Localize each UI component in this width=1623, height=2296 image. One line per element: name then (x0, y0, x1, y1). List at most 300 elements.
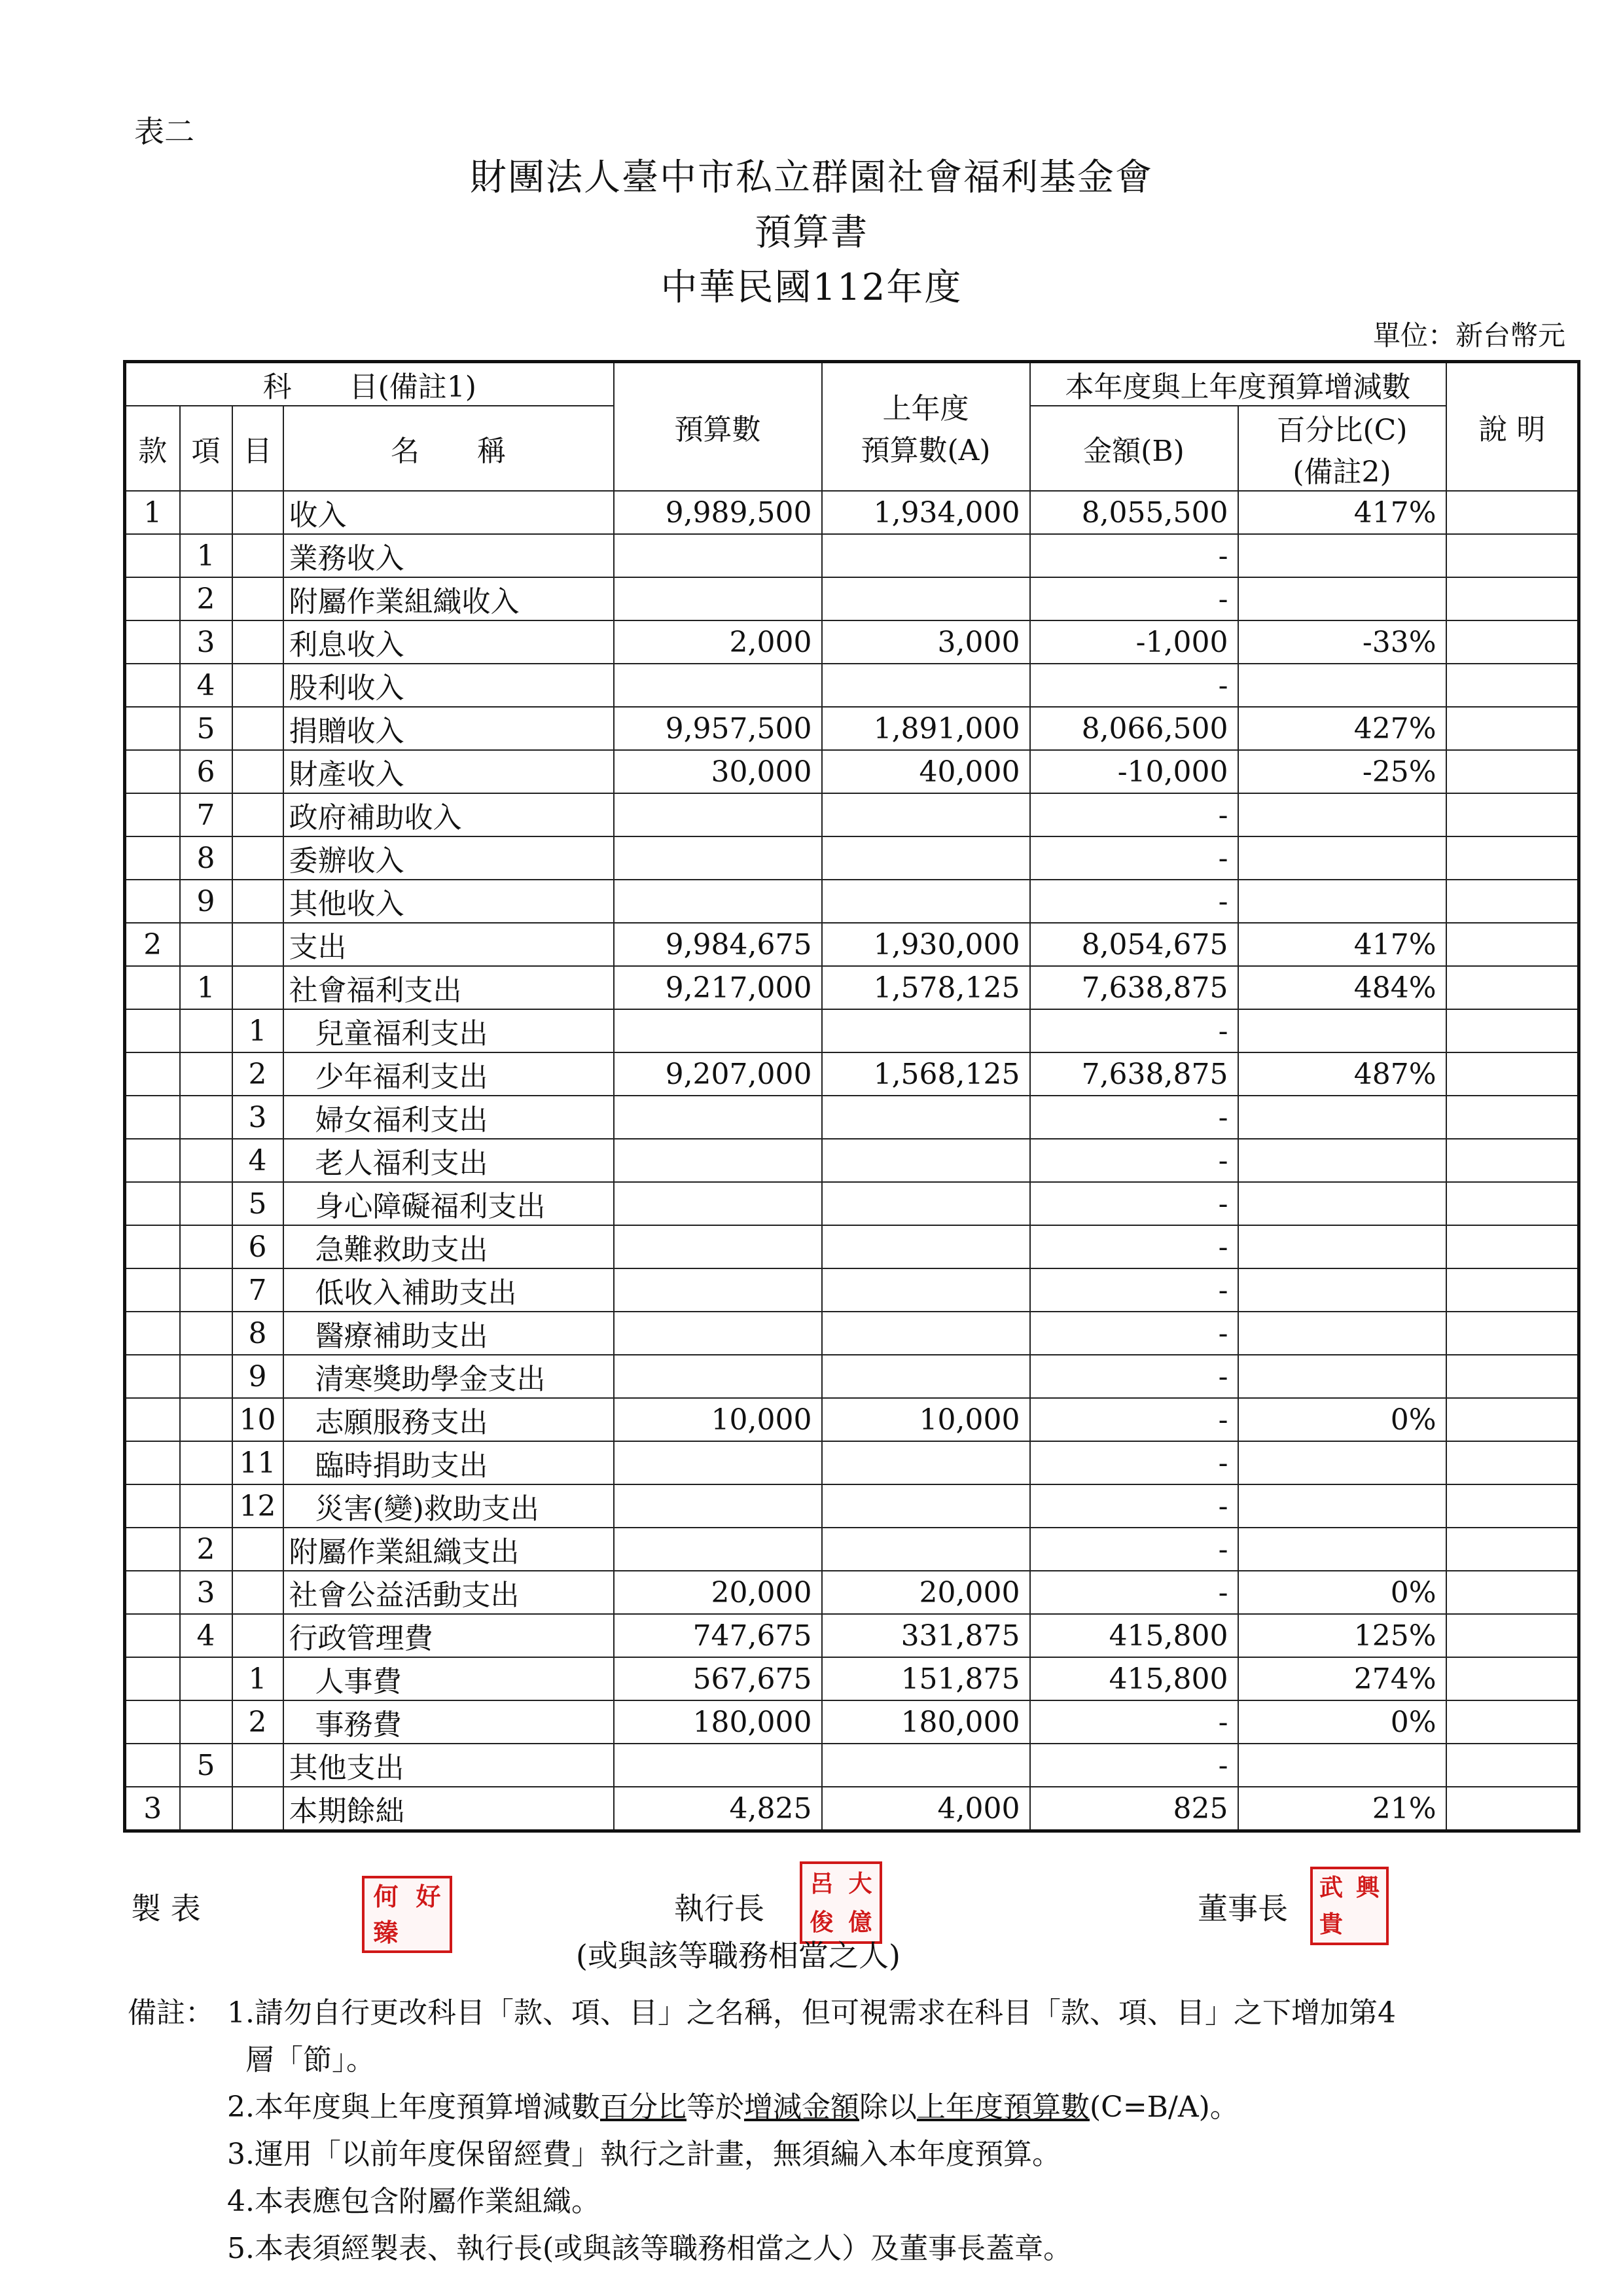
xiang-cell: 4 (180, 664, 232, 707)
chair-label: 董事長 (1198, 1891, 1288, 1926)
xiang-cell (180, 491, 232, 534)
xiang-cell (180, 1139, 232, 1182)
remark-cell (1446, 1225, 1579, 1268)
remark-cell (1446, 1052, 1579, 1096)
budget-cell: 9,207,000 (614, 1052, 822, 1096)
remark-cell (1446, 1528, 1579, 1571)
percent-cell: 0% (1238, 1398, 1446, 1441)
table-row (125, 1398, 1579, 1441)
prev-budget-cell: 4,000 (822, 1787, 1030, 1831)
percent-cell: 21% (1238, 1787, 1446, 1831)
name-cell: 急難救助支出 (283, 1225, 614, 1268)
amount-cell: - (1030, 880, 1238, 923)
note-1a: 1.請勿自行更改科目「款、項、目」之名稱，但可視需求在科目「款、項、目」之下增加第4 (227, 1996, 1396, 2030)
kuan-cell (125, 1614, 180, 1657)
xiang-cell (180, 1052, 232, 1096)
prev-budget-cell: 1,930,000 (822, 923, 1030, 966)
budget-cell (614, 1096, 822, 1139)
name-cell: 業務收入 (283, 534, 614, 577)
amount-cell: 8,055,500 (1030, 491, 1238, 534)
budget-cell: 567,675 (614, 1657, 822, 1700)
name-cell: 志願服務支出 (283, 1398, 614, 1441)
percent-cell: 484% (1238, 966, 1446, 1009)
doc-title: 預算書 (755, 211, 868, 254)
prev-budget-cell: 151,875 (822, 1657, 1030, 1700)
budget-cell (614, 1225, 822, 1268)
note-2-mid2: 除以 (859, 2090, 917, 2124)
mu-cell (232, 793, 283, 836)
budget-cell: 747,675 (614, 1614, 822, 1657)
name-cell: 事務費 (283, 1700, 614, 1744)
percent-cell: 417% (1238, 923, 1446, 966)
xiang-cell (180, 1484, 232, 1528)
prev-budget-cell: 3,000 (822, 620, 1030, 664)
budget-cell (614, 534, 822, 577)
budget-cell (614, 836, 822, 880)
xiang-cell: 5 (180, 707, 232, 750)
mu-cell: 2 (232, 1700, 283, 1744)
xiang-cell (180, 1657, 232, 1700)
kuan-cell (125, 707, 180, 750)
remark-cell (1446, 836, 1579, 880)
percent-cell: 417% (1238, 491, 1446, 534)
remark-cell (1446, 620, 1579, 664)
xiang-cell: 8 (180, 836, 232, 880)
name-cell: 災害(變)救助支出 (283, 1484, 614, 1528)
kuan-cell: 1 (125, 491, 180, 534)
note-3: 3.運用「以前年度保留經費」執行之計畫，無須編入本年度預算。 (227, 2138, 1061, 2171)
table-row (125, 1009, 1579, 1052)
kuan-cell: 2 (125, 923, 180, 966)
kuan-cell (125, 620, 180, 664)
mu-cell (232, 1614, 283, 1657)
remark-cell (1446, 750, 1579, 793)
table-row (125, 1571, 1579, 1614)
name-cell: 其他收入 (283, 880, 614, 923)
name-cell: 附屬作業組織支出 (283, 1528, 614, 1571)
budget-cell: 9,217,000 (614, 966, 822, 1009)
xiang-cell (180, 923, 232, 966)
mu-cell: 4 (232, 1139, 283, 1182)
name-cell: 支出 (283, 923, 614, 966)
prev-budget-cell (822, 1009, 1030, 1052)
amount-cell: 825 (1030, 1787, 1238, 1831)
note-2-amount: 增減金額 (743, 2090, 859, 2124)
percent-header-line2: (備註2) (1293, 456, 1391, 489)
note-2-mid1: 等於 (686, 2090, 744, 2124)
prev-budget-cell: 331,875 (822, 1614, 1030, 1657)
mu-cell: 11 (232, 1441, 283, 1484)
kuan-cell (125, 1182, 180, 1225)
kuan-cell (125, 793, 180, 836)
table-row (125, 1355, 1579, 1398)
name-cell: 兒童福利支出 (283, 1009, 614, 1052)
prev-budget-cell (822, 880, 1030, 923)
prev-budget-cell (822, 793, 1030, 836)
budget-cell: 4,825 (614, 1787, 822, 1831)
note-5: 5.本表須經製表、執行長(或與該等職務相當之人）及董事長蓋章。 (227, 2232, 1073, 2265)
name-cell: 醫療補助支出 (283, 1312, 614, 1355)
remark-cell (1446, 1355, 1579, 1398)
table-row (125, 793, 1579, 836)
remark-cell (1446, 1139, 1579, 1182)
name-cell: 清寒獎助學金支出 (283, 1355, 614, 1398)
prev-budget-cell (822, 1528, 1030, 1571)
table-row (125, 750, 1579, 793)
percent-cell (1238, 793, 1446, 836)
table-row (125, 534, 1579, 577)
name-cell: 委辦收入 (283, 836, 614, 880)
remark-cell (1446, 1268, 1579, 1312)
budget-cell (614, 1484, 822, 1528)
remark-cell (1446, 1441, 1579, 1484)
name-cell: 附屬作業組織收入 (283, 577, 614, 620)
budget-cell (614, 1441, 822, 1484)
remark-cell (1446, 793, 1579, 836)
mu-cell: 8 (232, 1312, 283, 1355)
prev-budget-cell (822, 1268, 1030, 1312)
mu-cell (232, 620, 283, 664)
table-row (125, 491, 1579, 534)
budget-cell (614, 577, 822, 620)
remark-cell (1446, 707, 1579, 750)
budget-cell (614, 1182, 822, 1225)
percent-cell (1238, 880, 1446, 923)
remark-cell (1446, 880, 1579, 923)
name-cell: 低收入補助支出 (283, 1268, 614, 1312)
table-row (125, 577, 1579, 620)
remark-cell (1446, 966, 1579, 1009)
kuan-cell: 3 (125, 1787, 180, 1831)
kuan-cell (125, 1700, 180, 1744)
kuan-cell (125, 1657, 180, 1700)
budget-cell (614, 1268, 822, 1312)
amount-cell: - (1030, 1009, 1238, 1052)
prev-budget-cell (822, 577, 1030, 620)
prev-budget-cell (822, 836, 1030, 880)
name-cell: 身心障礙福利支出 (283, 1182, 614, 1225)
remark-cell (1446, 1182, 1579, 1225)
mu-cell: 9 (232, 1355, 283, 1398)
kuan-cell (125, 1441, 180, 1484)
mu-cell (232, 923, 283, 966)
xiang-header: 項 (180, 406, 232, 491)
percent-cell (1238, 1225, 1446, 1268)
budget-cell: 20,000 (614, 1571, 822, 1614)
table-row (125, 1744, 1579, 1787)
mu-cell: 3 (232, 1096, 283, 1139)
kuan-cell (125, 1355, 180, 1398)
percent-cell: 274% (1238, 1657, 1446, 1700)
mu-cell: 2 (232, 1052, 283, 1096)
remark-cell (1446, 1398, 1579, 1441)
note-2-pre: 2.本年度與上年度預算增減數 (227, 2090, 600, 2124)
xiang-cell (180, 1225, 232, 1268)
remark-cell (1446, 1571, 1579, 1614)
name-cell: 政府補助收入 (283, 793, 614, 836)
title-block (0, 151, 1623, 315)
kuan-cell (125, 1744, 180, 1787)
mu-cell: 6 (232, 1225, 283, 1268)
table-row (125, 1096, 1579, 1139)
xiang-cell: 1 (180, 966, 232, 1009)
percent-cell (1238, 1312, 1446, 1355)
xiang-cell (180, 1009, 232, 1052)
percent-cell (1238, 534, 1446, 577)
xiang-cell (180, 1355, 232, 1398)
budget-header: 預算數 (614, 362, 822, 492)
percent-header (1238, 406, 1446, 491)
kuan-cell (125, 1268, 180, 1312)
budget-cell: 2,000 (614, 620, 822, 664)
maker-label: 製 表 (131, 1891, 201, 1926)
remark-cell (1446, 1312, 1579, 1355)
xiang-cell (180, 1787, 232, 1831)
amount-cell: - (1030, 1398, 1238, 1441)
remark-cell (1446, 1009, 1579, 1052)
mu-cell: 5 (232, 1182, 283, 1225)
budget-cell: 10,000 (614, 1398, 822, 1441)
name-cell: 老人福利支出 (283, 1139, 614, 1182)
prev-budget-cell: 180,000 (822, 1700, 1030, 1744)
amount-cell: - (1030, 1182, 1238, 1225)
xiang-cell (180, 1700, 232, 1744)
table-row (125, 1528, 1579, 1571)
percent-header-line1: 百分比(C) (1276, 414, 1408, 447)
prev-budget-cell: 40,000 (822, 750, 1030, 793)
kuan-header: 款 (125, 406, 180, 491)
seal-char: 臻 (373, 1917, 399, 1947)
mu-cell: 1 (232, 1009, 283, 1052)
amount-cell: - (1030, 1268, 1238, 1312)
diff-header: 本年度與上年度預算增減數 (1030, 362, 1446, 406)
prev-budget-cell (822, 664, 1030, 707)
kuan-cell (125, 1398, 180, 1441)
table-row (125, 707, 1579, 750)
name-cell: 臨時捐助支出 (283, 1441, 614, 1484)
table-row (125, 1225, 1579, 1268)
mu-cell (232, 1744, 283, 1787)
name-cell: 人事費 (283, 1657, 614, 1700)
mu-cell (232, 836, 283, 880)
amount-cell: - (1030, 1312, 1238, 1355)
seal-char: 呂 (810, 1869, 834, 1897)
budget-cell: 9,957,500 (614, 707, 822, 750)
prev-budget-cell: 1,578,125 (822, 966, 1030, 1009)
amount-cell: - (1030, 1700, 1238, 1744)
seal-char: 大 (848, 1869, 872, 1897)
prev-budget-cell (822, 1441, 1030, 1484)
seal-char: 好 (416, 1881, 441, 1911)
xiang-cell: 5 (180, 1744, 232, 1787)
prev-budget-header (822, 362, 1030, 492)
mu-cell (232, 1528, 283, 1571)
table-row (125, 1484, 1579, 1528)
kuan-cell (125, 577, 180, 620)
kuan-cell (125, 1225, 180, 1268)
percent-cell (1238, 1484, 1446, 1528)
table-row (125, 1139, 1579, 1182)
chair-seal (1310, 1867, 1389, 1945)
notes-lead: 備註： (128, 1996, 214, 2030)
percent-cell (1238, 664, 1446, 707)
table-row (125, 1268, 1579, 1312)
seal-char: 俊 (810, 1908, 834, 1936)
budget-body (125, 491, 1579, 1831)
note-2-percent: 百分比 (599, 2090, 687, 2124)
table-row (125, 620, 1579, 664)
amount-cell: 415,800 (1030, 1614, 1238, 1657)
percent-cell (1238, 1182, 1446, 1225)
percent-cell (1238, 1096, 1446, 1139)
amount-cell: 8,054,675 (1030, 923, 1238, 966)
org-title: 財團法人臺中市私立群園社會福利基金會 (470, 156, 1153, 199)
name-cell: 財產收入 (283, 750, 614, 793)
seal-char: 何 (373, 1881, 399, 1911)
budget-cell (614, 664, 822, 707)
table-row (125, 1441, 1579, 1484)
xiang-cell: 2 (180, 577, 232, 620)
amount-cell: - (1030, 793, 1238, 836)
amount-cell: 8,066,500 (1030, 707, 1238, 750)
table-row (125, 1614, 1579, 1657)
table-row (125, 1657, 1579, 1700)
xiang-cell (180, 1268, 232, 1312)
amount-cell: - (1030, 1484, 1238, 1528)
amount-cell: 7,638,875 (1030, 966, 1238, 1009)
table-row (125, 966, 1579, 1009)
amount-cell: - (1030, 1744, 1238, 1787)
amount-cell: 7,638,875 (1030, 1052, 1238, 1096)
mu-cell: 7 (232, 1268, 283, 1312)
xiang-cell: 3 (180, 620, 232, 664)
prev-budget-cell (822, 1744, 1030, 1787)
subject-header: 科 目(備註1) (125, 362, 614, 406)
mu-cell: 10 (232, 1398, 283, 1441)
remark-cell (1446, 491, 1579, 534)
mu-cell (232, 1571, 283, 1614)
prev-budget-cell: 1,891,000 (822, 707, 1030, 750)
amount-cell: - (1030, 577, 1238, 620)
remark-cell (1446, 534, 1579, 577)
amount-cell: - (1030, 836, 1238, 880)
amount-cell: - (1030, 1355, 1238, 1398)
amount-cell: - (1030, 1139, 1238, 1182)
mu-cell (232, 966, 283, 1009)
prev-budget-cell: 20,000 (822, 1571, 1030, 1614)
xiang-cell: 9 (180, 880, 232, 923)
budget-cell (614, 1009, 822, 1052)
budget-cell (614, 1312, 822, 1355)
xiang-cell: 6 (180, 750, 232, 793)
amount-cell: - (1030, 1441, 1238, 1484)
prev-budget-cell: 1,934,000 (822, 491, 1030, 534)
percent-cell: -33% (1238, 620, 1446, 664)
amount-cell: - (1030, 1096, 1238, 1139)
percent-cell (1238, 1441, 1446, 1484)
kuan-cell (125, 1009, 180, 1052)
prev-budget-cell (822, 1484, 1030, 1528)
xiang-cell (180, 1441, 232, 1484)
prev-budget-header-line1: 上年度 (882, 392, 969, 425)
xiang-cell: 2 (180, 1528, 232, 1571)
name-cell: 捐贈收入 (283, 707, 614, 750)
remark-cell (1446, 1657, 1579, 1700)
kuan-cell (125, 1139, 180, 1182)
amount-cell: -10,000 (1030, 750, 1238, 793)
prev-budget-cell (822, 1355, 1030, 1398)
table-row (125, 1787, 1579, 1831)
name-cell: 收入 (283, 491, 614, 534)
percent-cell (1238, 1744, 1446, 1787)
name-cell: 利息收入 (283, 620, 614, 664)
prev-budget-cell: 10,000 (822, 1398, 1030, 1441)
kuan-cell (125, 534, 180, 577)
kuan-cell (125, 836, 180, 880)
maker-seal (362, 1876, 452, 1953)
table-row (125, 923, 1579, 966)
prev-budget-cell (822, 1096, 1030, 1139)
percent-cell (1238, 1009, 1446, 1052)
prev-budget-cell (822, 1139, 1030, 1182)
amount-cell: - (1030, 534, 1238, 577)
table-row (125, 1312, 1579, 1355)
table-row (125, 880, 1579, 923)
percent-cell (1238, 1139, 1446, 1182)
remark-cell (1446, 1700, 1579, 1744)
prev-budget-cell: 1,568,125 (822, 1052, 1030, 1096)
budget-cell: 9,989,500 (614, 491, 822, 534)
remark-cell (1446, 1484, 1579, 1528)
mu-cell (232, 1787, 283, 1831)
budget-cell (614, 880, 822, 923)
kuan-cell (125, 1484, 180, 1528)
table-row (125, 1182, 1579, 1225)
ceo-label: 執行長 (674, 1891, 764, 1926)
xiang-cell (180, 1182, 232, 1225)
percent-cell: 0% (1238, 1700, 1446, 1744)
mu-cell (232, 534, 283, 577)
budget-table (123, 360, 1580, 1833)
note-2 (227, 2084, 1567, 2131)
mu-cell (232, 707, 283, 750)
kuan-cell (125, 966, 180, 1009)
prev-budget-cell (822, 1225, 1030, 1268)
table-row (125, 1700, 1579, 1744)
xiang-cell: 4 (180, 1614, 232, 1657)
table-row (125, 836, 1579, 880)
name-cell: 婦女福利支出 (283, 1096, 614, 1139)
budget-cell (614, 1744, 822, 1787)
xiang-cell (180, 1312, 232, 1355)
remark-cell (1446, 664, 1579, 707)
ceo-note: (或與該等職務相當之人) (576, 1938, 901, 1973)
remark-header: 說 明 (1446, 362, 1579, 492)
seal-char: 武 (1319, 1874, 1343, 1901)
xiang-cell (180, 1096, 232, 1139)
percent-cell: 427% (1238, 707, 1446, 750)
budget-cell (614, 1139, 822, 1182)
mu-cell (232, 880, 283, 923)
mu-cell (232, 750, 283, 793)
percent-cell (1238, 836, 1446, 880)
note-2-prev: 上年度預算數 (916, 2090, 1090, 2124)
amount-header: 金額(B) (1030, 406, 1238, 491)
mu-cell: 12 (232, 1484, 283, 1528)
name-header: 名 稱 (283, 406, 614, 491)
seal-char: 興 (1355, 1874, 1380, 1901)
remark-cell (1446, 923, 1579, 966)
